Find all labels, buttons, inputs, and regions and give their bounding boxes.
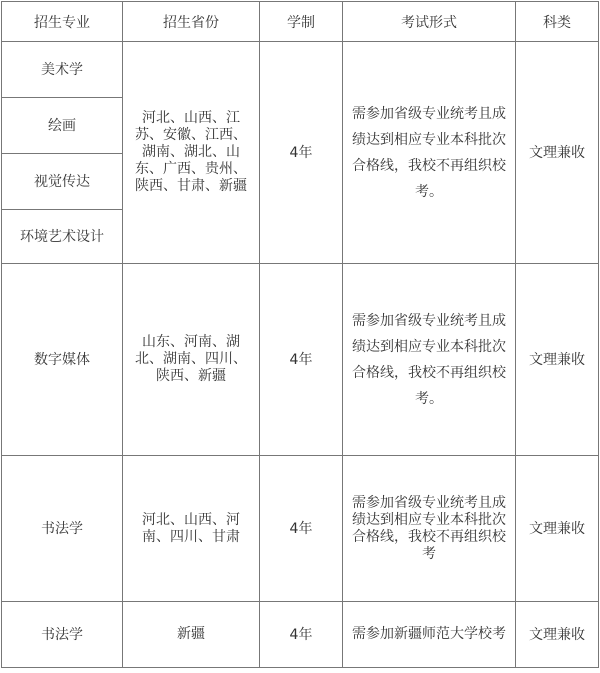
major-cell: 视觉传达: [2, 154, 123, 210]
table-row: [2, 42, 599, 98]
major-cell: 书法学: [2, 456, 123, 602]
category-cell: 文理兼收: [516, 456, 599, 602]
category-cell: 文理兼收: [516, 602, 599, 668]
table-row: [2, 602, 599, 668]
years-cell: 4年: [260, 456, 343, 602]
exam-cell: 需参加省级专业统考且成绩达到相应专业本科批次合格线，我校不再组织校考。: [343, 42, 516, 264]
exam-cell: 需参加省级专业统考且成绩达到相应专业本科批次合格线，我校不再组织校考。: [343, 264, 516, 456]
major-cell: 环境艺术设计: [2, 210, 123, 264]
years-cell: 4年: [260, 42, 343, 264]
provinces-cell: 新疆: [123, 602, 260, 668]
major-cell: 书法学: [2, 602, 123, 668]
major-cell: 美术学: [2, 42, 123, 98]
provinces-cell: 河北、山西、河南、四川、甘肃: [123, 456, 260, 602]
provinces-cell: 山东、河南、湖北、湖南、四川、陕西、新疆: [123, 264, 260, 456]
header-major: 招生专业: [2, 2, 123, 42]
category-cell: 文理兼收: [516, 42, 599, 264]
provinces-cell: 河北、山西、江苏、安徽、江西、湖南、湖北、山东、广西、贵州、陕西、甘肃、新疆: [123, 42, 260, 264]
table-row: [2, 264, 599, 456]
header-row: [2, 2, 599, 42]
category-cell: 文理兼收: [516, 264, 599, 456]
major-cell: 数字媒体: [2, 264, 123, 456]
admissions-table: [1, 1, 599, 668]
years-cell: 4年: [260, 264, 343, 456]
header-exam: 考试形式: [343, 2, 516, 42]
years-cell: 4年: [260, 602, 343, 668]
exam-cell: 需参加省级专业统考且成绩达到相应专业本科批次合格线，我校不再组织校考: [343, 456, 516, 602]
table-row: [2, 456, 599, 602]
header-provinces: 招生省份: [123, 2, 260, 42]
exam-cell: 需参加新疆师范大学校考: [343, 602, 516, 668]
major-cell: 绘画: [2, 98, 123, 154]
header-years: 学制: [260, 2, 343, 42]
header-category: 科类: [516, 2, 599, 42]
